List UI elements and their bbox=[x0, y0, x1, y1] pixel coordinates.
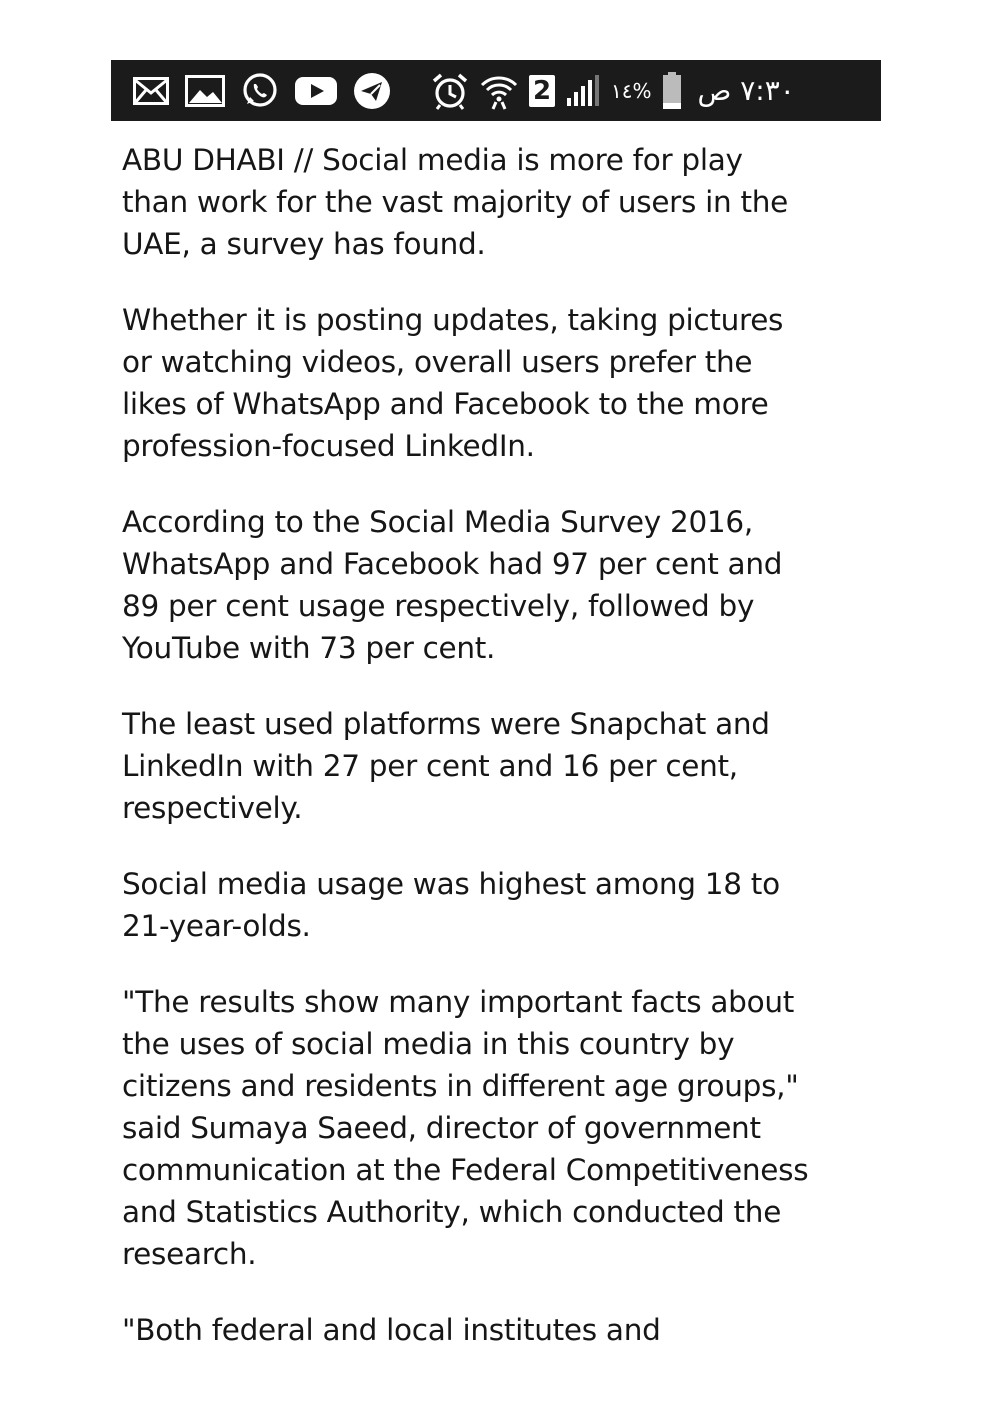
article-paragraph-partial: "Both federal and local institutes and bbox=[122, 1313, 661, 1347]
whatsapp-icon[interactable] bbox=[241, 72, 279, 110]
gallery-icon[interactable] bbox=[185, 75, 225, 107]
status-bar bbox=[111, 60, 881, 121]
article-paragraph: According to the Social Media Survey 2016, WhatsApp and Facebook had 97 per cent and 89 per cent usage respectively, followed by YouTube with 73 per cent. bbox=[122, 505, 783, 665]
signal-icon bbox=[565, 74, 601, 108]
article-paragraph: Whether it is posting updates, taking pictures or watching videos, overall users prefer the likes of WhatsApp and Facebook to the more profession-focused LinkedIn. bbox=[122, 303, 784, 463]
article-paragraph: ABU DHABI // Social media is more for play than work for the vast majority of users in the UAE, a survey has found. bbox=[122, 143, 789, 261]
battery-icon bbox=[662, 72, 682, 110]
article-body bbox=[122, 139, 882, 1347]
mail-icon[interactable] bbox=[133, 77, 169, 105]
sim2-icon: 2 bbox=[529, 75, 555, 107]
wifi-icon bbox=[479, 71, 519, 111]
article-paragraph: Social media usage was highest among 18 to 21-year-olds. bbox=[122, 867, 780, 943]
battery-percent: ١٤% bbox=[611, 78, 652, 103]
alarm-icon bbox=[431, 72, 469, 110]
system-icons bbox=[431, 71, 795, 111]
article-paragraph: "The results show many important facts about the uses of social media in this country by citizens and residents in different age groups," said Sumaya Saeed, director of government communication at the Federal Competitiveness and Statistics Authority, which conducted the research. bbox=[122, 985, 809, 1271]
clock: ٧:٣٠ ص bbox=[697, 74, 795, 107]
youtube-icon[interactable] bbox=[295, 76, 337, 106]
notification-icons bbox=[133, 72, 391, 110]
article-paragraph: The least used platforms were Snapchat and LinkedIn with 27 per cent and 16 per cent, respectively. bbox=[122, 707, 770, 825]
telegram-icon[interactable] bbox=[353, 72, 391, 110]
